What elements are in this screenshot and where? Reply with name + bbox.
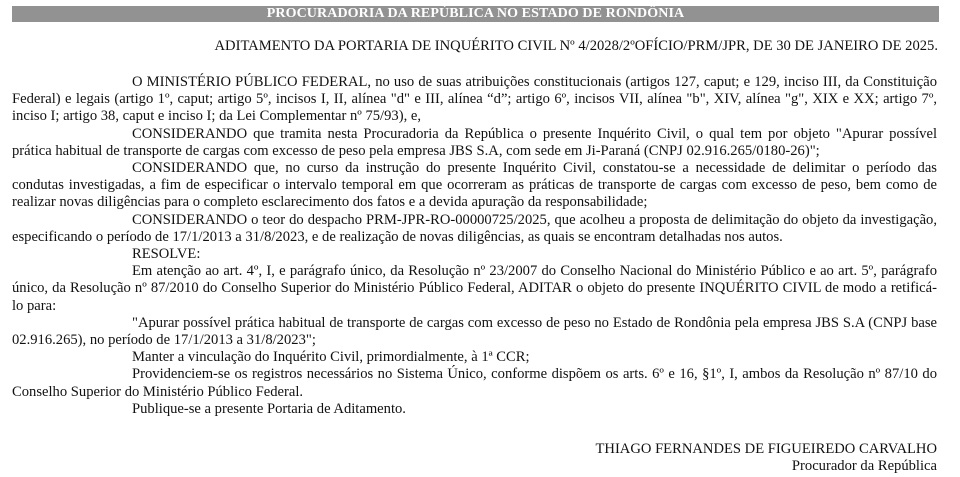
paragraph-considerando-3: CONSIDERANDO o teor do despacho PRM-JPR-RO-00000725/2025, que acolheu a proposta de delimitação do objeto da investigação, especificando o período de 17/1/2013 a 31/8/2023, e de realização de novas diligências, as quais se encontram detalhadas nos autos. [12, 211, 937, 245]
document-body [12, 74, 937, 418]
signatory-role: Procurador da República [791, 458, 937, 475]
header-bar [12, 6, 939, 22]
paragraph-preamble: O MINISTÉRIO PÚBLICO FEDERAL, no uso de suas atribuições constitucionais (artigos 127, caput; e 129, inciso III, da Constituição Federal) e legais (artigo 1º, caput; artigo 5º, incisos I, II, alínea "d" e III, alínea “d”; artigo 6º, incisos VII, alínea "b", XIV, alínea "g", XIX e XX; artigo 7º, inciso I; artigo 38, caput e inciso I; da Lei Complementar nº 75/93), e, [12, 74, 937, 125]
paragraph-resolve: RESOLVE: [132, 246, 201, 263]
document-title: ADITAMENTO DA PORTARIA DE INQUÉRITO CIVIL Nº 4/2028/2ºOFÍCIO/PRM/JPR, DE 30 DE JANEIRO DE 2025. [214, 38, 938, 54]
paragraph-publique: Publique-se a presente Portaria de Aditamento. [132, 400, 406, 417]
paragraph-registros: Providenciem-se os registros necessários no Sistema Único, conforme dispõem os arts. 6º e 16, §1º, I, ambos da Resolução nº 87/10 do Conselho Superior do Ministério Público Federal. [12, 366, 937, 400]
paragraph-aditar: Em atenção ao art. 4º, I, e parágrafo único, da Resolução nº 23/2007 do Conselho Nacional do Ministério Público e ao art. 5º, parágrafo único, da Resolução nº 87/2010 do Conselho Superior do Ministério Público Federal, ADITAR o objeto do presente INQUÉRITO CIVIL de modo a retificá-lo para: [12, 263, 937, 314]
paragraph-vinculacao: Manter a vinculação do Inquérito Civil, primordialmente, à 1ª CCR; [132, 349, 530, 366]
signatory-name: THIAGO FERNANDES DE FIGUEIREDO CARVALHO [595, 441, 937, 457]
signature-block [595, 441, 937, 475]
paragraph-new-object: "Apurar possível prática habitual de transporte de cargas com excesso de peso no Estado de Rondônia pela empresa JBS S.A (CNPJ base 02.916.265), no período de 17/1/2013 a 31/8/2023"; [12, 314, 937, 349]
header-title: PROCURADORIA DA REPÚBLICA NO ESTADO DE RONDÔNIA [266, 6, 685, 22]
paragraph-considerando-2: CONSIDERANDO que, no curso da instrução do presente Inquérito Civil, constatou-se a necessidade de delimitar o período das condutas investigadas, a fim de especificar o intervalo temporal em que ocorreram as práticas de transporte de cargas com excesso de peso, bem como de realizar novas diligências para o completo esclarecimento dos fatos e a devida apuração da responsabilidade; [12, 160, 937, 211]
paragraph-considerando-1: CONSIDERANDO que tramita nesta Procuradoria da República o presente Inquérito Civil, o qual tem por objeto "Apurar possível prática habitual de transporte de cargas com excesso de peso pela empresa JBS S.A, com sede em Ji-Paraná (CNPJ 02.916.265/0180-26)"; [12, 125, 937, 159]
